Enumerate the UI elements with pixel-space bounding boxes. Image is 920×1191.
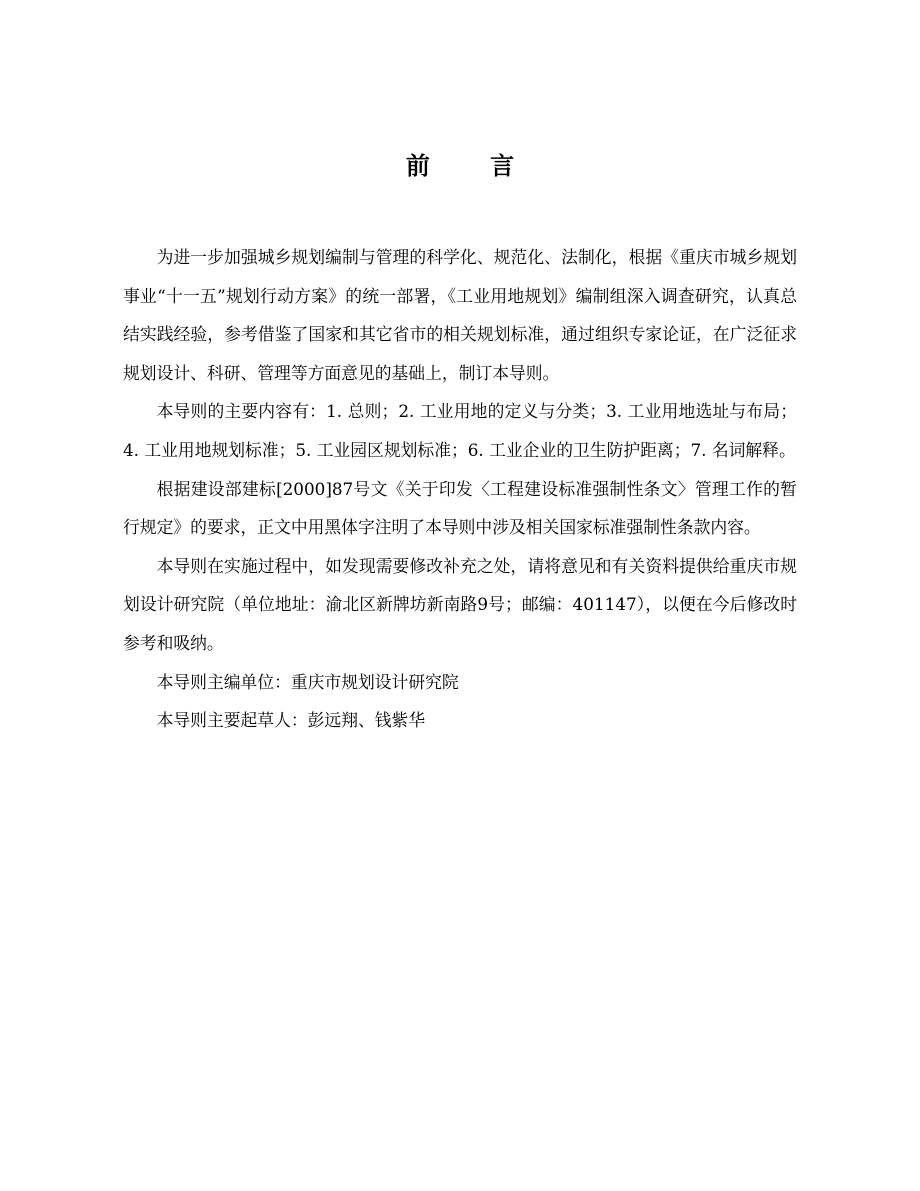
document-body <box>123 238 797 740</box>
paragraph-intro: 为进一步加强城乡规划编制与管理的科学化、规范化、法制化，根据《重庆市城乡规划事业“十一五”规划行动方案》的统一部署，《工业用地规划》编制组深入调查研究，认真总结实践经验，参考借鉴了国家和其它省市的相关规划标准，通过组织专家论证，在广泛征求规划设计、科研、管理等方面意见的基础上，制订本导则。 <box>123 247 797 383</box>
page-title: 前 言 <box>405 152 541 180</box>
paragraph-drafters: 本导则主要起草人：彭远翔、钱紫华 <box>156 710 426 731</box>
paragraph-feedback: 本导则在实施过程中，如发现需要修改补充之处，请将意见和有关资料提供给重庆市规划设计研究院（单位地址：渝北区新牌坊新南路9号；邮编：401147），以便在今后修改时参考和吸纳。 <box>123 555 797 653</box>
paragraph-chief-editor: 本导则主编单位：重庆市规划设计研究院 <box>156 671 459 692</box>
paragraph-contents: 本导则的主要内容有：1. 总则；2. 工业用地的定义与分类；3. 工业用地选址与布局；4. 工业用地规划标准；5. 工业园区规划标准；6. 工业企业的卫生防护距离；7. 名词解释。 <box>123 401 797 460</box>
paragraph-mandatory-clauses: 根据建设部建标[2000]87号文《关于印发〈工程建设标准强制性条文〉管理工作的暂行规定》的要求，正文中用黑体字注明了本导则中涉及相关国家标准强制性条款内容。 <box>123 478 797 538</box>
